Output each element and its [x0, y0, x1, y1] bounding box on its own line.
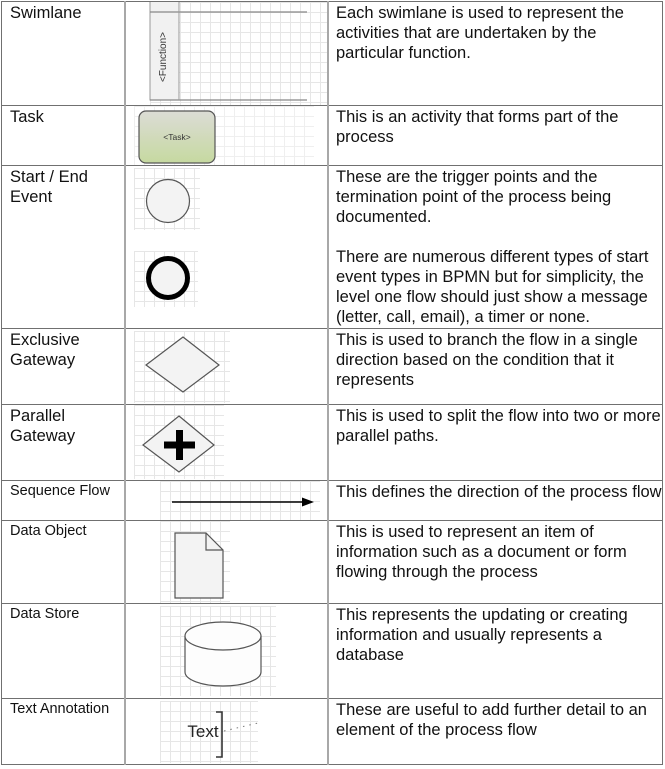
legend-row-parallel-gateway [2, 405, 663, 481]
row-name: Start / End Event [2, 166, 126, 329]
symbol-cell [125, 604, 328, 699]
row-name: Text Annotation [2, 699, 126, 765]
text-annotation-icon [126, 699, 327, 765]
exclusive-gateway-icon [126, 329, 327, 405]
legend-row-sequence-flow [2, 481, 663, 521]
row-name: Task [2, 106, 126, 166]
row-description: This is used to branch the flow in a single direction based on the condition that it represents [328, 329, 663, 405]
task-icon [126, 106, 327, 166]
task-label: <Task> [163, 132, 191, 142]
symbol-cell [125, 329, 328, 405]
row-description: This is used to represent an item of information such as a document or form flowing through the process [328, 521, 663, 604]
row-description: These are the trigger points and the termination point of the process being documented. There are numerous different types of start event types in BPMN but for simplicity, the level one flow should just show a message (letter, call, email), a timer or none. [328, 166, 663, 329]
legend-row-start-end-event [2, 166, 663, 329]
row-name: Parallel Gateway [2, 405, 126, 481]
symbol-cell [125, 2, 328, 106]
symbol-cell [125, 521, 328, 604]
row-name: Swimlane [2, 2, 126, 106]
row-description: These are useful to add further detail to an element of the process flow [328, 699, 663, 765]
data-object-icon [126, 521, 327, 604]
symbol-cell [125, 405, 328, 481]
symbol-cell [125, 106, 328, 166]
row-description: Each swimlane is used to represent the activities that are undertaken by the particular function. [328, 2, 663, 106]
data-store-icon [126, 604, 327, 699]
sequence-flow-arrow-icon [126, 481, 327, 521]
row-name: Exclusive Gateway [2, 329, 126, 405]
swimlane-label: <Function> [158, 31, 169, 83]
swimlane-icon [126, 2, 327, 106]
row-description: This represents the updating or creating information and usually represents a database [328, 604, 663, 699]
legend-row-data-object [2, 521, 663, 604]
row-description: This is an activity that forms part of the process [328, 106, 663, 166]
row-name: Sequence Flow [2, 481, 126, 521]
legend-row-exclusive-gateway [2, 329, 663, 405]
legend-row-task [2, 106, 663, 166]
legend-row-text-annotation [2, 699, 663, 765]
row-description: This defines the direction of the process flow [328, 481, 663, 521]
symbol-cell [125, 481, 328, 521]
legend-row-swimlane [2, 2, 663, 106]
symbol-cell [125, 166, 328, 329]
row-name: Data Object [2, 521, 126, 604]
parallel-gateway-icon [126, 405, 327, 481]
legend-row-data-store [2, 604, 663, 699]
bpmn-legend-table [1, 1, 663, 765]
row-name: Data Store [2, 604, 126, 699]
row-description: This is used to split the flow into two or more parallel paths. [328, 405, 663, 481]
symbol-cell [125, 699, 328, 765]
end-event-icon [126, 166, 327, 329]
annotation-label: Text [187, 722, 219, 741]
